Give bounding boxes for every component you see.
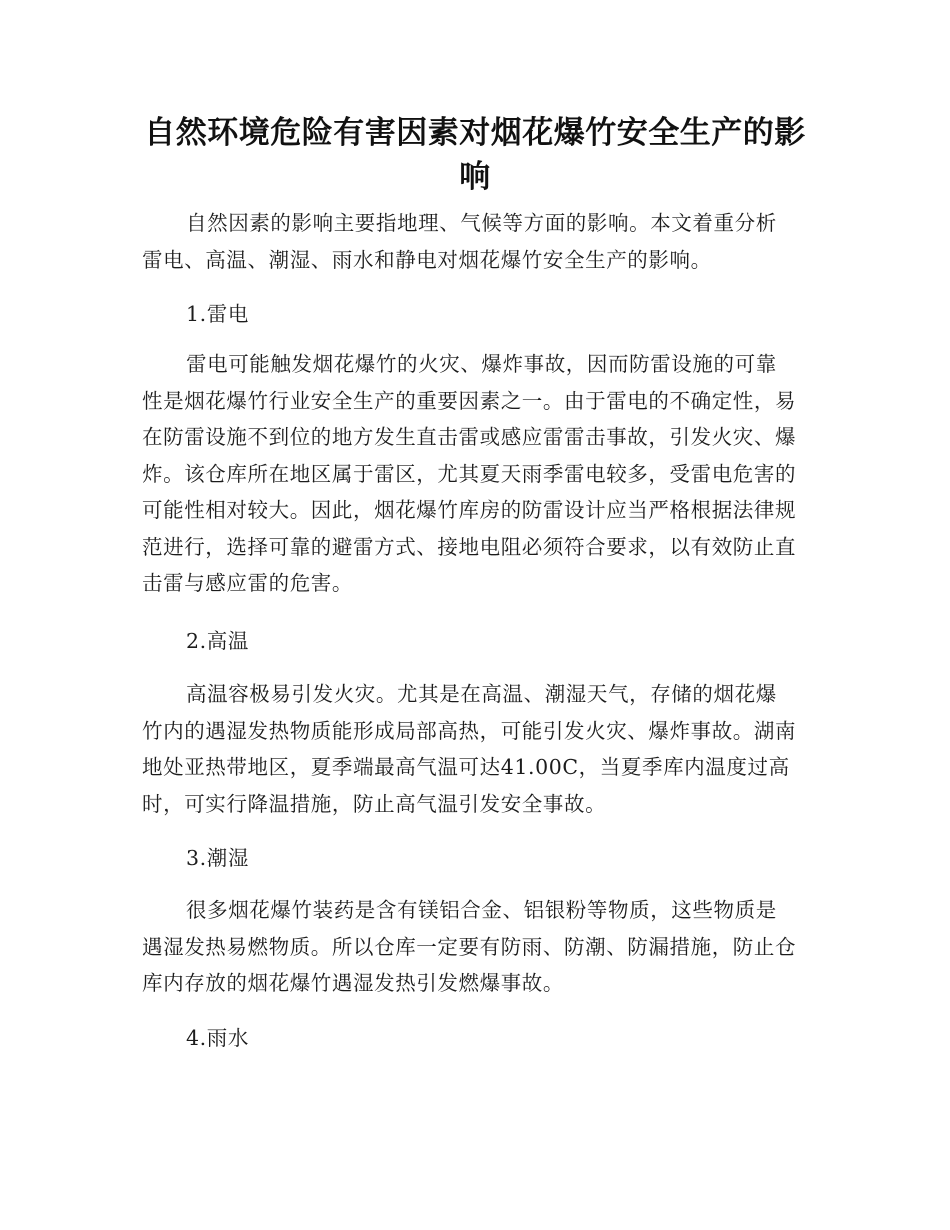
section-heading-lightning: 1.雷电 <box>186 302 249 326</box>
section-body-high-temperature: 高温容极易引发火灾。尤其是在高温、潮湿天气，存储的烟花爆竹内的遇湿发热物质能形成局部高热，可能引发火灾、爆炸事故。湖南地处亚热带地区，夏季端最高气温可达41.00C，当夏季库内温度过高时，可实行降温措施，防止高气温引发安全事故。 <box>142 682 797 816</box>
section-body-humidity: 很多烟花爆竹装药是含有镁铝合金、铝银粉等物质，这些物质是遇湿发热易燃物质。所以仓库一定要有防雨、防潮、防漏措施，防止仓库内存放的烟花爆竹遇湿发热引发燃爆事故。 <box>142 898 797 995</box>
section-heading-rain: 4.雨水 <box>186 1026 249 1050</box>
section-heading-humidity: 3.潮湿 <box>186 846 249 870</box>
intro-paragraph: 自然因素的影响主要指地理、气候等方面的影响。本文着重分析雷电、高温、潮湿、雨水和静电对烟花爆竹安全生产的影响。 <box>142 211 777 272</box>
section-heading-high-temperature: 2.高温 <box>186 629 249 653</box>
section-body-lightning: 雷电可能触发烟花爆竹的火灾、爆炸事故，因而防雷设施的可靠性是烟花爆竹行业安全生产的重要因素之一。由于雷电的不确定性，易在防雷设施不到位的地方发生直击雷或感应雷雷击事故，引发火灾、爆炸。该仓库所在地区属于雷区，尤其夏天雨季雷电较多，受雷电危害的可能性相对较大。因此，烟花爆竹库房的防雷设计应当严格根据法律规范进行，选择可靠的避雷方式、接地电阻必须符合要求，以有效防止直击雷与感应雷的危害。 <box>142 352 797 595</box>
document-title: 自然环境危险有害因素对烟花爆竹安全生产的影响 <box>144 115 806 195</box>
